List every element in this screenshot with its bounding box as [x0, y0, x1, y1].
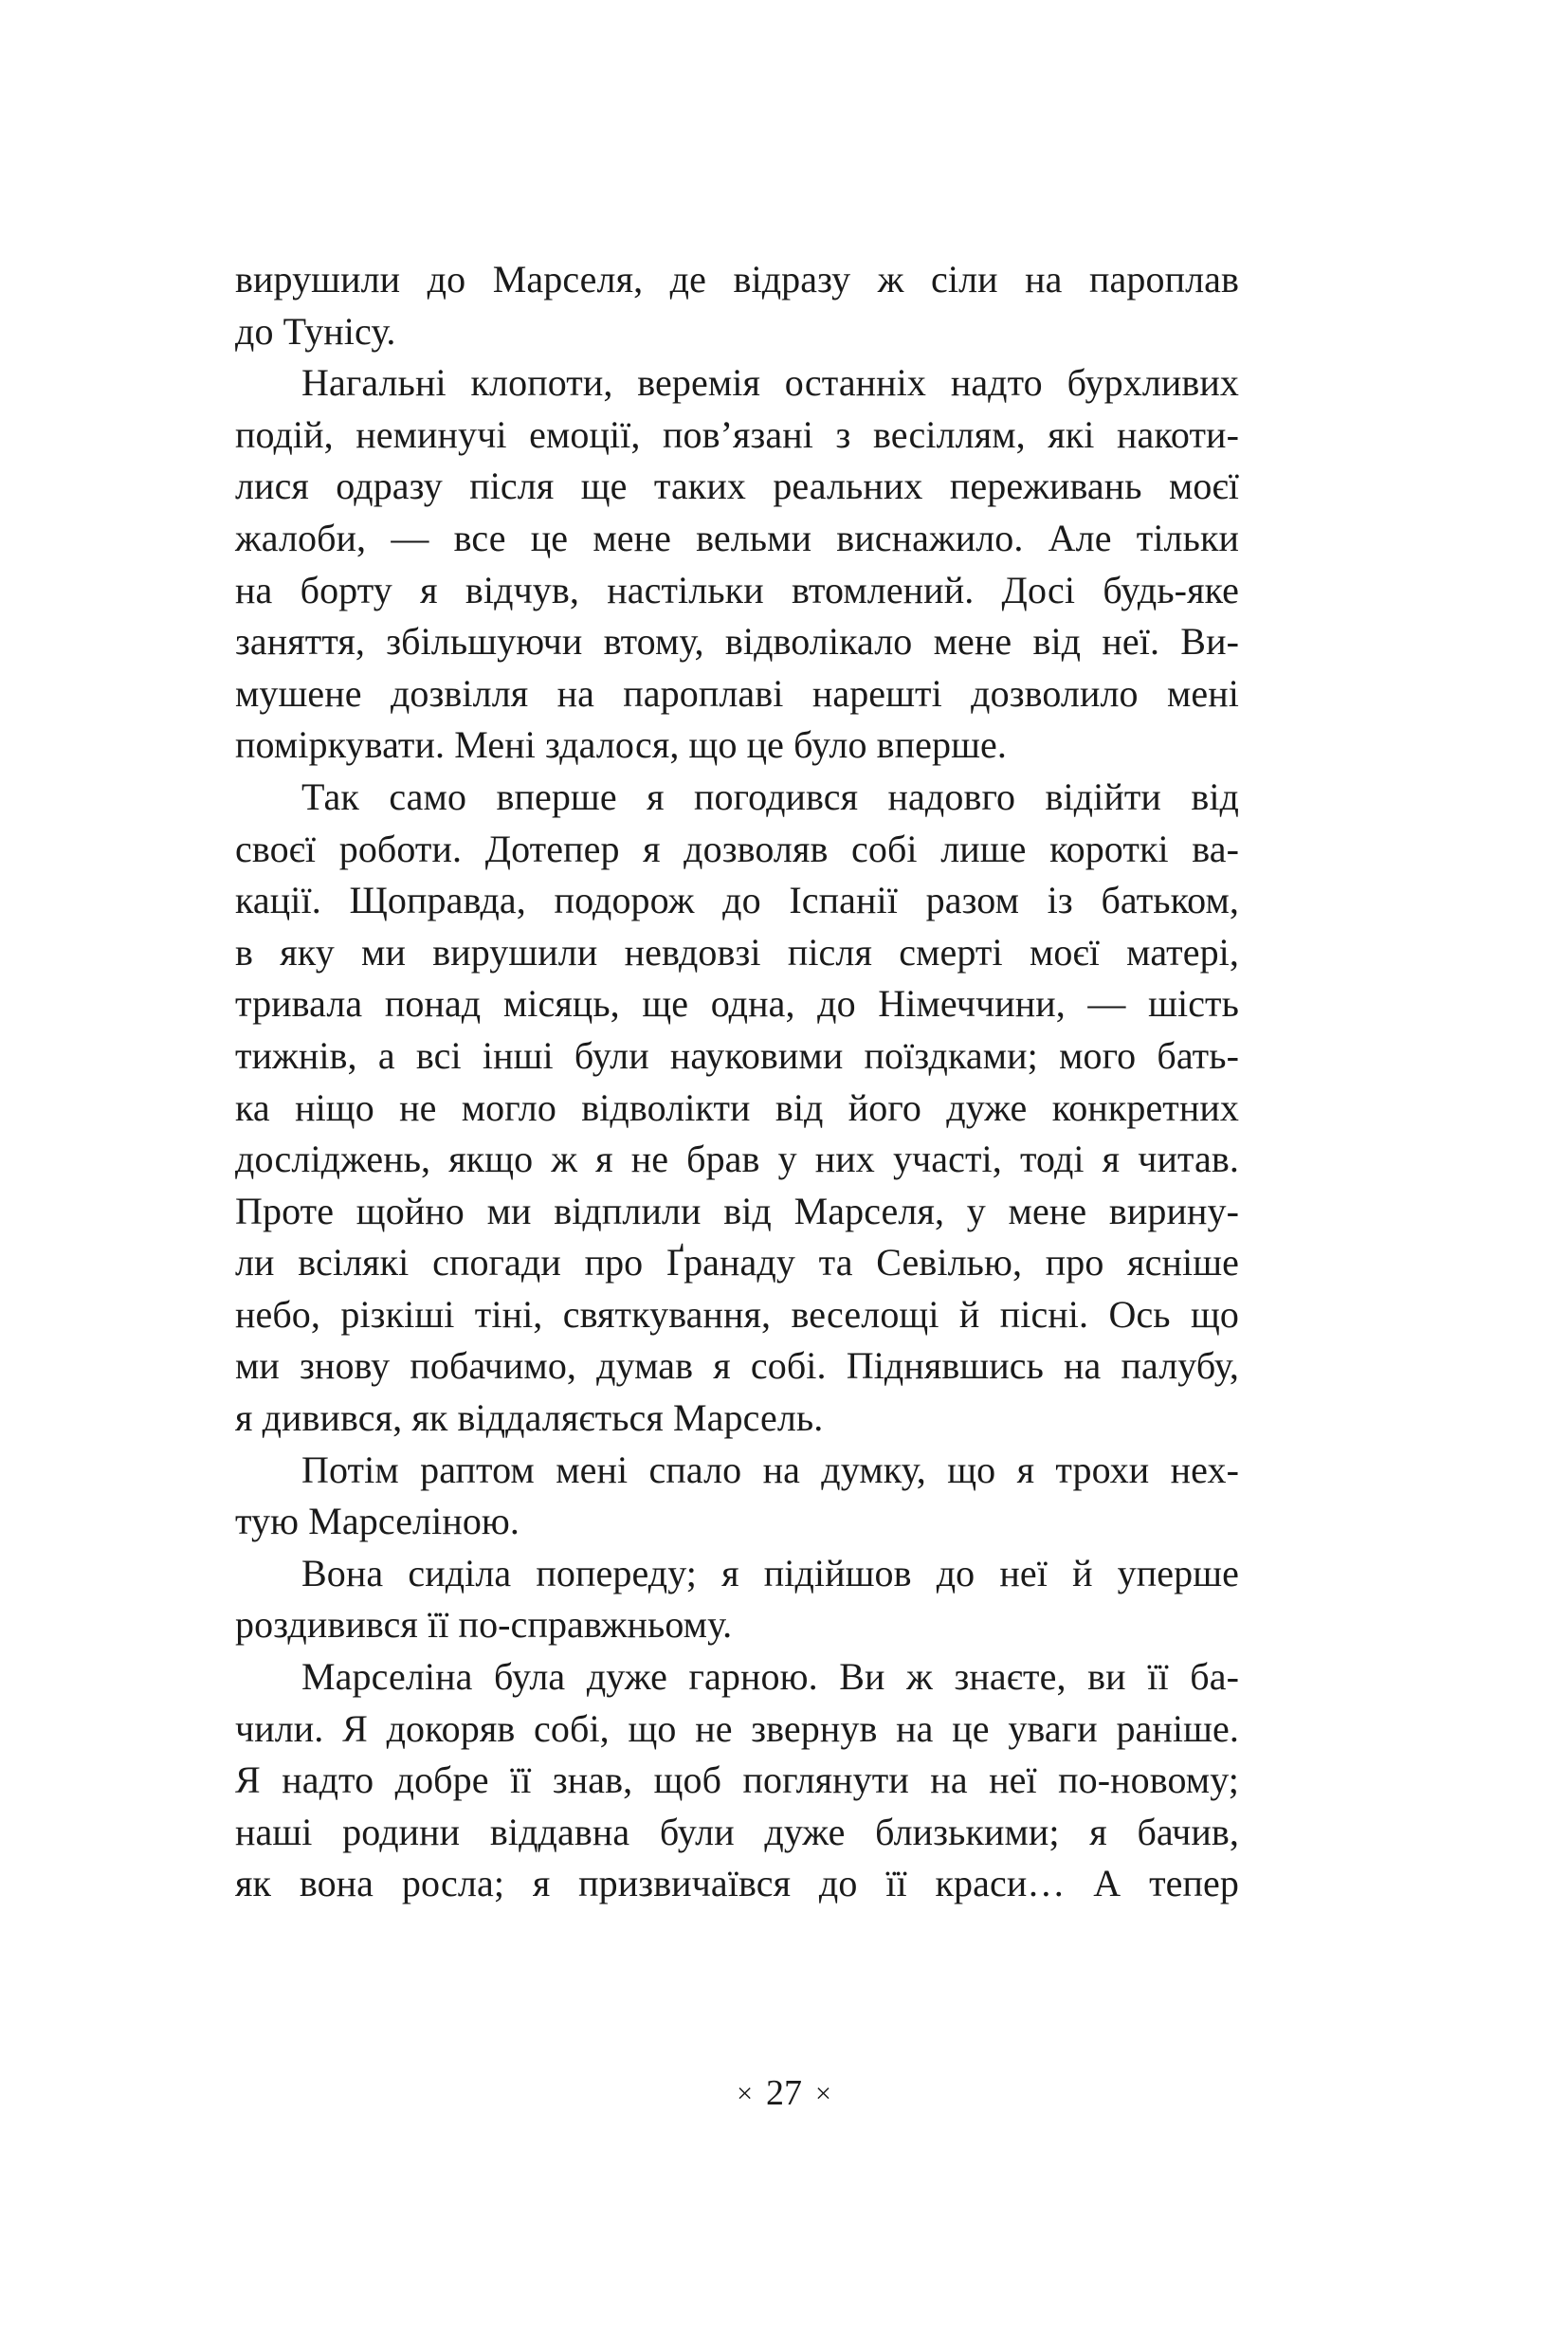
text-line: Марселіна була дуже гарною. Ви ж знаєте, ви її ба-: [301, 1655, 1239, 1699]
text-line: Вона сиділа попереду; я підійшов до неї й уперше: [301, 1551, 1239, 1594]
text-line: кації. Щоправда, подорож до Іспанії разом із батьком,: [235, 879, 1239, 922]
page-number-value: 27: [766, 2073, 802, 2113]
text-line: небо, різкіші тіні, святкування, веселощі й пісні. Ось що: [235, 1292, 1239, 1336]
text-line: вирушили до Марселя, де відразу ж сіли на пароплав: [235, 258, 1239, 301]
text-line: лися одразу після ще таких реальних переживань моєї: [235, 465, 1239, 508]
text-line: ли всілякі спогади про Ґранаду та Севілью, про ясніше: [235, 1241, 1239, 1284]
text-line: ми знову побачимо, думав я собі. Піднявшись на палубу,: [235, 1344, 1239, 1388]
text-line: я дивився, як віддаляється Марсель.: [235, 1396, 824, 1440]
text-line: Я надто добре її знав, щоб поглянути на неї по-новому;: [235, 1758, 1239, 1802]
page-number: [0, 2072, 1568, 2115]
text-line: Так само вперше я погодився надовго відійти від: [301, 774, 1239, 818]
text-line: тривала понад місяць, ще одна, до Німеччини, — шість: [235, 982, 1239, 1026]
text-line: тижнів, а всі інші були науковими поїздками; мого бать-: [235, 1033, 1239, 1077]
text-line: як вона росла; я призвичаївся до її краси… А тепер: [235, 1862, 1239, 1905]
text-line: роздивився її по-справжньому.: [235, 1603, 733, 1647]
text-line: своєї роботи. Дотепер я дозволяв собі лише короткі ва-: [235, 827, 1239, 870]
text-line: подій, неминучі емоції, пов’язані з весіллям, які накоти-: [235, 412, 1239, 456]
text-line: Проте щойно ми відплили від Марселя, у мене вирину-: [235, 1189, 1239, 1232]
text-line: мушене дозвілля на пароплаві нарешті дозволило мені: [235, 671, 1239, 715]
text-line: досліджень, якщо ж я не брав у них участі, тоді я читав.: [235, 1138, 1239, 1181]
text-line: поміркувати. Мені здалося, що це було вперше.: [235, 723, 1007, 767]
text-line: тую Марселіною.: [235, 1500, 520, 1543]
text-line: жалоби, — все це мене вельми виснажило. Але тільки: [235, 516, 1239, 559]
text-line: в яку ми вирушили невдовзі після смерті моєї матері,: [235, 930, 1239, 974]
text-line: Потім раптом мені спало на думку, що я трохи нех-: [301, 1448, 1239, 1491]
folio-ornament-right: ×: [815, 2078, 831, 2109]
text-line: до Тунісу.: [235, 309, 396, 353]
text-line: наші родини віддавна були дуже близькими; я бачив,: [235, 1810, 1239, 1853]
text-line: чили. Я докоряв собі, що не звернув на це уваги раніше.: [235, 1706, 1239, 1750]
text-line: Нагальні клопоти, веремія останніх надто бурхливих: [301, 361, 1239, 405]
text-line: на борту я відчув, настільки втомлений. Досі будь-яке: [235, 568, 1239, 611]
body-text: [235, 254, 1239, 1910]
text-line: ка ніщо не могло відволікти від його дуже конкретних: [235, 1085, 1239, 1129]
text-line: заняття, збільшуючи втому, відволікало мене від неї. Ви-: [235, 620, 1239, 664]
folio-ornament-left: ×: [737, 2078, 753, 2109]
